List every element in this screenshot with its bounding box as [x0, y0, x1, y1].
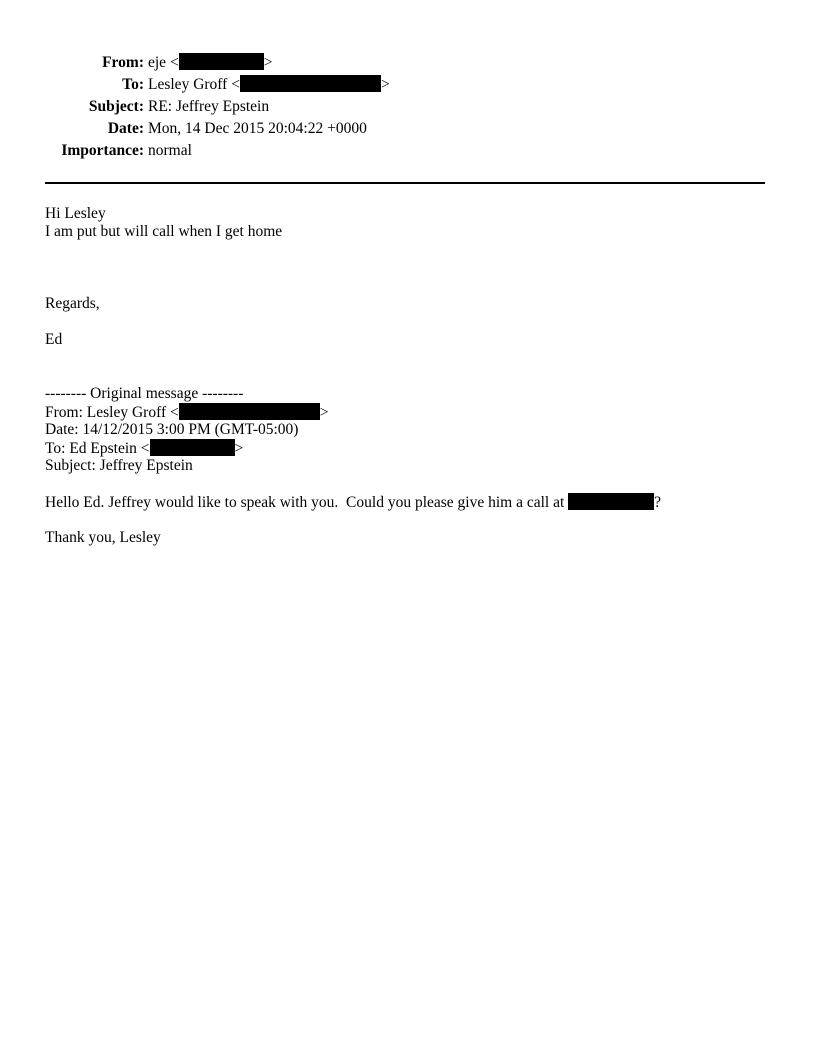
original-body-suffix: ?: [654, 494, 662, 511]
original-from-prefix: From: Lesley Groff <: [45, 404, 179, 421]
email-header: [0, 53, 816, 163]
from-close: >: [263, 54, 273, 71]
date-label: Date:: [107, 120, 144, 137]
original-divider: -------- Original message --------: [45, 385, 244, 402]
subject-row: [0, 97, 816, 119]
importance-label: Importance:: [61, 142, 144, 159]
email-body: [45, 205, 785, 547]
original-subject: Subject: Jeffrey Epstein: [45, 457, 193, 474]
redaction-box: [568, 493, 654, 510]
from-name: eje <: [148, 54, 179, 71]
original-to-close: >: [234, 440, 244, 457]
reply-line: I am put but will call when I get home: [45, 223, 283, 240]
to-row: [0, 75, 816, 97]
from-row: [0, 53, 816, 75]
to-value: [148, 75, 390, 95]
original-body: [45, 493, 785, 511]
redaction-box: [150, 439, 235, 456]
date-row: [0, 119, 816, 141]
redaction-box: [179, 53, 264, 70]
original-to-prefix: To: Ed Epstein <: [45, 440, 150, 457]
from-label: From:: [102, 54, 144, 71]
reply-regards: Regards,: [45, 295, 100, 312]
original-to: [45, 439, 785, 457]
original-body-prefix: Hello Ed. Jeffrey would like to speak with you. Could you please give him a call at: [45, 494, 569, 511]
redaction-box: [240, 75, 381, 92]
date-value: Mon, 14 Dec 2015 20:04:22 +0000: [148, 120, 367, 137]
from-value: [148, 53, 272, 73]
header-divider: [45, 182, 765, 184]
to-label: To:: [122, 76, 144, 93]
to-name: Lesley Groff <: [148, 76, 240, 93]
redaction-box: [179, 403, 320, 420]
subject-value: RE: Jeffrey Epstein: [148, 98, 270, 115]
original-date: Date: 14/12/2015 3:00 PM (GMT-05:00): [45, 421, 299, 438]
original-closing: Thank you, Lesley: [45, 529, 161, 546]
importance-row: [0, 141, 816, 163]
reply-greeting: Hi Lesley: [45, 205, 106, 222]
subject-label: Subject:: [88, 98, 144, 115]
original-from-close: >: [319, 404, 329, 421]
reply-signature: Ed: [45, 331, 63, 348]
to-close: >: [380, 76, 390, 93]
importance-value: normal: [148, 142, 192, 159]
original-from: [45, 403, 785, 421]
